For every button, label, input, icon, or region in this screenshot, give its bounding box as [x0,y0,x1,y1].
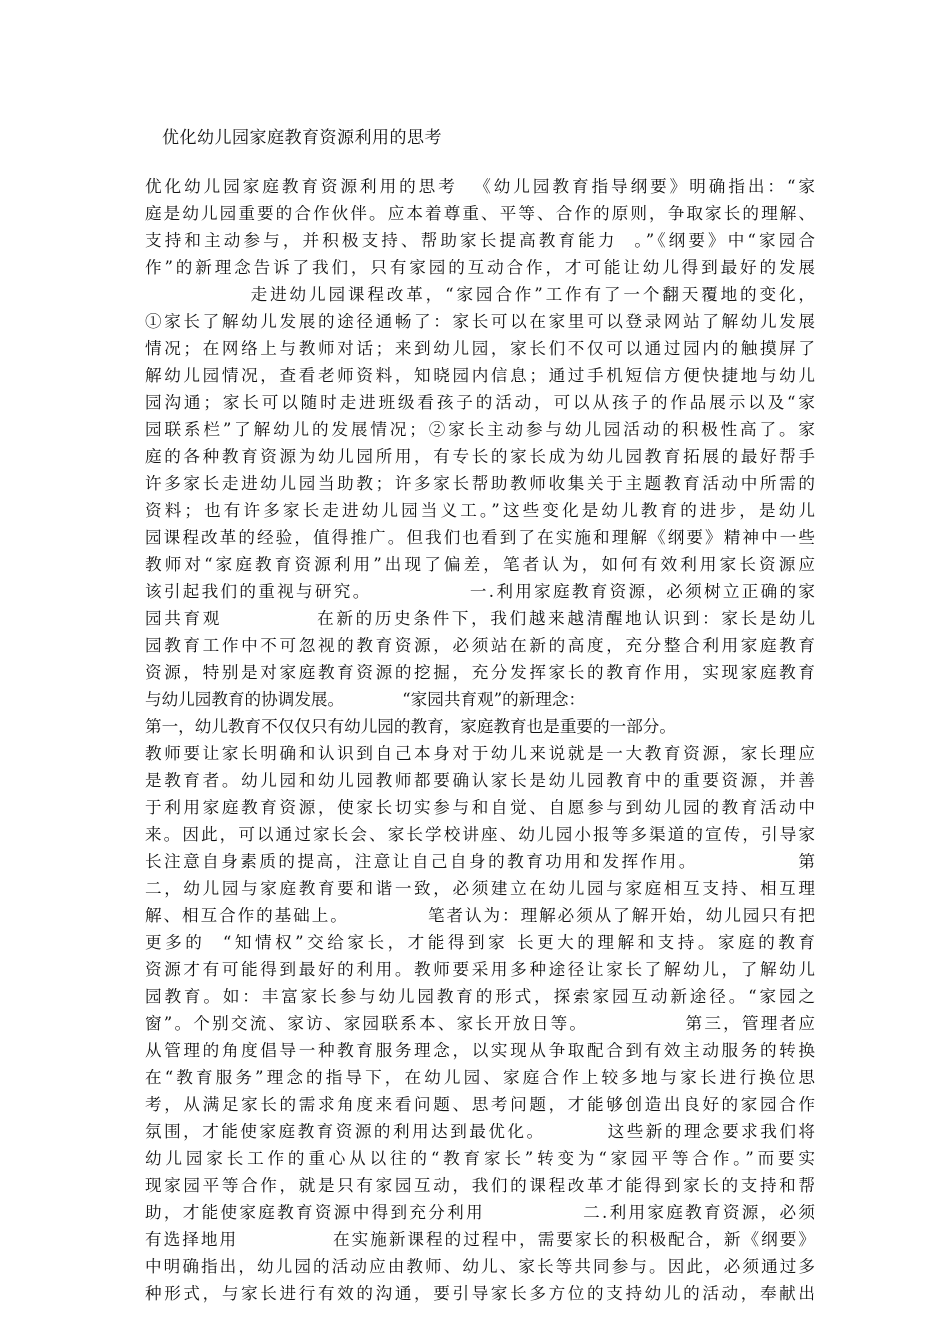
body-line: 与幼儿园教育的协调发展。 “家园共育观”的新理念： [145,690,586,709]
body-line: 来。因此，可以通过家长会、家长学校讲座、幼儿园小报等多渠道的宣传，引导家 [145,825,815,844]
body-line: 资料；也有许多家长走进幼儿园当义工。”这些变化是幼儿教育的进步，是幼儿 [145,501,815,520]
document-title: 优化幼儿园家庭教育资源利用的思考 [162,128,442,148]
body-line: 资源才有可能得到最好的利用。教师要采用多种途径让家长了解幼儿，了解幼儿 [145,960,815,979]
body-line: 现家园平等合作，就是只有家园互动，我们的课程改革才能得到家长的支持和帮 [145,1176,815,1195]
body-line: 窗”。个别交流、家访、家园联系本、家长开放日等。 第三，管理者应 [145,1014,815,1033]
body-line: 该引起我们的重视与研究。 一.利用家庭教育资源，必须树立正确的家 [145,582,815,601]
body-line: 氛围，才能使家庭教育资源的利用达到最优化。 这些新的理念要求我们将 [145,1122,815,1141]
body-line: 支持和主动参与，并积极支持、帮助家长提高教育能力 。”《纲要》中“家园合 [145,231,815,250]
body-line: 庭的各种教育资源为幼儿园所用，有专长的家长成为幼儿园教育拓展的最好帮手 [145,447,815,466]
document-body [145,173,815,1307]
body-line: 从管理的角度倡导一种教育服务理念，以实现从争取配合到有效主动服务的转换 [145,1041,815,1060]
body-line: 优化幼儿园家庭教育资源利用的思考 《幼儿园教育指导纲要》明确指出：“家 [145,177,815,196]
body-line: 园课程改革的经验，值得推广。但我们也看到了在实施和理解《纲要》精神中一些 [145,528,815,547]
body-line: 教师对“家庭教育资源利用”出现了偏差，笔者认为，如何有效利用家长资源应 [145,555,815,574]
body-line: 园沟通；家长可以随时走进班级看孩子的活动，可以从孩子的作品展示以及“家 [145,393,815,412]
body-line: 资源，特别是对家庭教育资源的挖掘，充分发挥家长的教育作用，实现家庭教育 [145,663,815,682]
body-line: ①家长了解幼儿发展的途径通畅了：家长可以在家里可以登录网站了解幼儿发展 [145,312,815,331]
body-line: 幼儿园家长工作的重心从以往的“教育家长”转变为“家园平等合作。”而要实 [145,1149,815,1168]
body-line: 解幼儿园情况，查看老师资料，知晓园内信息；通过手机短信方便快捷地与幼儿 [145,366,815,385]
body-line: 解、相互合作的基础上。 笔者认为：理解必须从了解开始，幼儿园只有把 [145,906,815,925]
body-line: 更多的 “知情权”交给家长，才能得到家 长更大的理解和支持。家庭的教育 [145,933,815,952]
body-line: 园教育。如：丰富家长参与幼儿园教育的形式，探索家园互动新途径。“家园之 [145,987,815,1006]
body-line: 考，从满足家长的需求角度来看问题、思考问题，才能够创造出良好的家园合作 [145,1095,815,1114]
body-line: 情况；在网络上与教师对话；来到幼儿园，家长们不仅可以通过园内的触摸屏了 [145,339,815,358]
body-line: 园共育观 在新的历史条件下，我们越来越清醒地认识到：家长是幼儿 [145,609,815,628]
body-line: 是教育者。幼儿园和幼儿园教师都要确认家长是幼儿园教育中的重要资源，并善 [145,771,815,790]
body-line: 走进幼儿园课程改革，“家园合作”工作有了一个翻天覆地的变化， [145,285,815,304]
body-line: 在“教育服务”理念的指导下，在幼儿园、家庭合作上较多地与家长进行换位思 [145,1068,815,1087]
body-line: 二，幼儿园与家庭教育要和谐一致，必须建立在幼儿园与家庭相互支持、相互理 [145,879,815,898]
body-line: 第一，幼儿教育不仅仅只有幼儿园的教育，家庭教育也是重要的一部分。 [145,717,676,736]
body-line: 中明确指出，幼儿园的活动应由教师、幼儿、家长等共同参与。因此，必须通过多 [145,1257,815,1276]
body-line: 教师要让家长明确和认识到自己本身对于幼儿来说就是一大教育资源，家长理应 [145,744,815,763]
body-line: 助，才能使家庭教育资源中得到充分利用 二.利用家庭教育资源，必须 [145,1203,815,1222]
body-line: 庭是幼儿园重要的合作伙伴。应本着尊重、平等、合作的原则，争取家长的理解、 [145,204,815,223]
body-line: 种形式，与家长进行有效的沟通，要引导家长多方位的支持幼儿的活动，奉献出 [145,1284,815,1303]
body-line: 作”的新理念告诉了我们，只有家园的互动合作，才可能让幼儿得到最好的发展 [145,258,815,277]
body-line: 于利用家庭教育资源，使家长切实参与和自觉、自愿参与到幼儿园的教育活动中 [145,798,815,817]
body-line: 有选择地用 在实施新课程的过程中，需要家长的积极配合，新《纲要》 [145,1230,815,1249]
body-line: 许多家长走进幼儿园当助教；许多家长帮助教师收集关于主题教育活动中所需的 [145,474,815,493]
body-line: 园联系栏”了解幼儿的发展情况；②家长主动参与幼儿园活动的积极性高了。家 [145,420,815,439]
body-line: 长注意自身素质的提高，注意让自己自身的教育功用和发挥作用。 第 [145,852,815,871]
body-line: 园教育工作中不可忽视的教育资源，必须站在新的高度，充分整合利用家庭教育 [145,636,815,655]
